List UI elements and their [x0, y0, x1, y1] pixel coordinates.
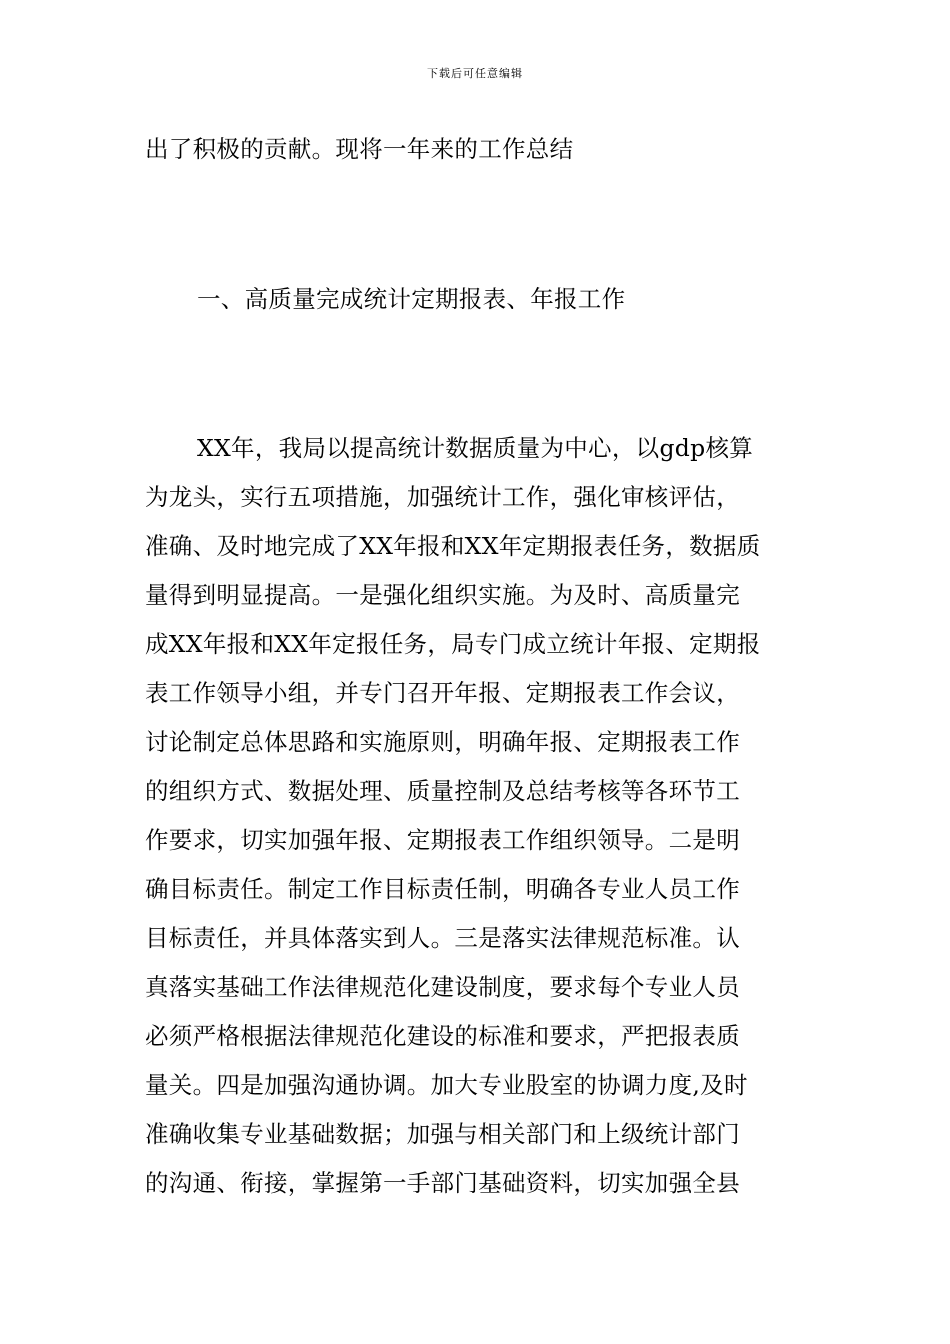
paragraph-line: 量关。四是加强沟通协调。加大专业股室的协调力度,及时	[145, 1071, 748, 1099]
paragraph-line: 必须严格根据法律规范化建设的标准和要求，严把报表质	[145, 1022, 740, 1050]
paragraph-line: 表工作领导小组，并专门召开年报、定期报表工作会议，	[145, 679, 740, 707]
header-note: 下载后可任意编辑	[427, 67, 523, 80]
paragraph-line: XX年，我局以提高统计数据质量为中心，以gdp核算	[197, 434, 754, 462]
paragraph-line: 准确收集专业基础数据；加强与相关部门和上级统计部门	[145, 1120, 740, 1148]
paragraph-line: 成XX年报和XX年定报任务，局专门成立统计年报、定期报	[145, 630, 761, 658]
section-heading: 一、高质量完成统计定期报表、年报工作	[197, 285, 626, 313]
paragraph-line: 的沟通、衔接，掌握第一手部门基础资料，切实加强全县	[145, 1169, 740, 1197]
paragraph-line: 准确、及时地完成了XX年报和XX年定期报表任务，数据质	[145, 532, 761, 560]
paragraph-line: 为龙头，实行五项措施，加强统计工作，强化审核评估，	[145, 483, 740, 511]
paragraph-line: 作要求，切实加强年报、定期报表工作组织领导。二是明	[145, 826, 740, 854]
intro-line: 出了积极的贡献。现将一年来的工作总结	[145, 135, 574, 163]
paragraph-line: 讨论制定总体思路和实施原则，明确年报、定期报表工作	[145, 728, 740, 756]
paragraph-line: 目标责任，并具体落实到人。三是落实法律规范标准。认	[145, 924, 740, 952]
paragraph-line: 量得到明显提高。一是强化组织实施。为及时、高质量完	[145, 581, 740, 609]
paragraph-line: 确目标责任。制定工作目标责任制，明确各专业人员工作	[145, 875, 740, 903]
paragraph-line: 的组织方式、数据处理、质量控制及总结考核等各环节工	[145, 777, 740, 805]
paragraph-line: 真落实基础工作法律规范化建设制度，要求每个专业人员	[145, 973, 740, 1001]
